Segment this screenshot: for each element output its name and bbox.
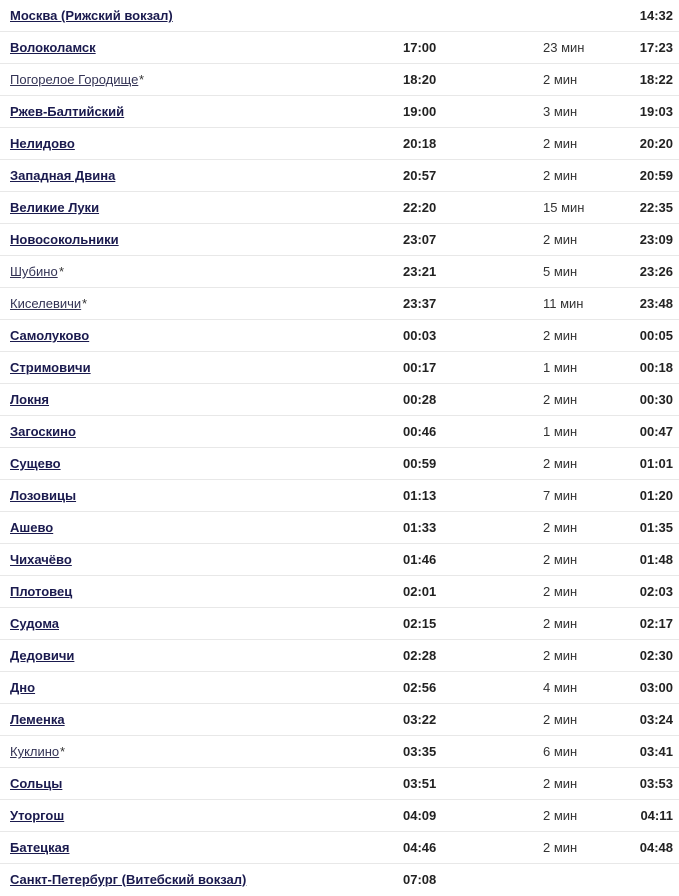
stop-duration: 2 мин bbox=[543, 72, 578, 87]
departure-time: 04:11 bbox=[640, 808, 673, 823]
departure-time: 00:30 bbox=[639, 392, 673, 407]
schedule-row bbox=[0, 352, 679, 384]
schedule-row bbox=[0, 32, 679, 64]
stop-duration: 2 мин bbox=[543, 456, 578, 471]
station-link[interactable]: Ашево bbox=[10, 520, 54, 535]
departure-time: 02:30 bbox=[639, 648, 673, 663]
schedule-row bbox=[0, 864, 679, 896]
departure-time: 01:01 bbox=[639, 456, 673, 471]
schedule-row bbox=[0, 160, 679, 192]
schedule-row bbox=[0, 384, 679, 416]
station-link[interactable]: Киселевичи bbox=[10, 296, 82, 311]
arrival-time: 00:17 bbox=[403, 360, 437, 375]
stop-duration: 2 мин bbox=[543, 808, 578, 823]
departure-time: 02:03 bbox=[639, 584, 673, 599]
departure-time: 03:41 bbox=[639, 744, 673, 759]
arrival-time: 20:18 bbox=[403, 136, 437, 151]
station-link[interactable]: Плотовец bbox=[10, 584, 73, 599]
schedule-row bbox=[0, 288, 679, 320]
schedule-row bbox=[0, 0, 679, 32]
station-link[interactable]: Дно bbox=[10, 680, 36, 695]
arrival-time: 04:46 bbox=[403, 840, 437, 855]
station-link[interactable]: Нелидово bbox=[10, 136, 75, 151]
departure-time: 03:53 bbox=[639, 776, 673, 791]
arrival-time: 18:20 bbox=[403, 72, 437, 87]
departure-time: 03:24 bbox=[639, 712, 673, 727]
arrival-time: 20:57 bbox=[403, 168, 437, 183]
station-link[interactable]: Сольцы bbox=[10, 776, 63, 791]
footnote-mark: * bbox=[139, 72, 145, 87]
schedule-row bbox=[0, 800, 679, 832]
departure-time: 04:48 bbox=[639, 840, 673, 855]
stop-duration: 4 мин bbox=[543, 680, 578, 695]
station-link[interactable]: Погорелое Городище bbox=[10, 72, 139, 87]
departure-time: 00:05 bbox=[639, 328, 673, 343]
stop-duration: 11 мин bbox=[543, 296, 584, 311]
stop-duration: 2 мин bbox=[543, 840, 578, 855]
arrival-time: 01:46 bbox=[403, 552, 437, 567]
arrival-time: 22:20 bbox=[403, 200, 437, 215]
stop-duration: 2 мин bbox=[543, 168, 578, 183]
stop-duration: 23 мин bbox=[543, 40, 585, 55]
station-link[interactable]: Куклино bbox=[10, 744, 60, 759]
stop-duration: 1 мин bbox=[543, 360, 578, 375]
schedule-row bbox=[0, 480, 679, 512]
arrival-time: 23:21 bbox=[403, 264, 437, 279]
arrival-time: 00:03 bbox=[403, 328, 437, 343]
arrival-time: 00:59 bbox=[403, 456, 437, 471]
schedule-row bbox=[0, 704, 679, 736]
stop-duration: 2 мин bbox=[543, 712, 578, 727]
arrival-time: 02:01 bbox=[403, 584, 437, 599]
footnote-mark: * bbox=[60, 744, 66, 759]
station-link[interactable]: Загоскино bbox=[10, 424, 76, 439]
station-link[interactable]: Шубино bbox=[10, 264, 58, 279]
stop-duration: 2 мин bbox=[543, 232, 578, 247]
stop-duration: 2 мин bbox=[543, 616, 578, 631]
stop-duration: 1 мин bbox=[543, 424, 578, 439]
departure-time: 01:20 bbox=[639, 488, 673, 503]
schedule-row bbox=[0, 768, 679, 800]
departure-time: 20:59 bbox=[639, 168, 673, 183]
stop-duration: 15 мин bbox=[543, 200, 585, 215]
departure-time: 01:48 bbox=[639, 552, 673, 567]
station-link[interactable]: Санкт-Петербург (Витебский вокзал) bbox=[10, 872, 247, 887]
station-link[interactable]: Чихачёво bbox=[10, 552, 72, 567]
arrival-time: 03:35 bbox=[403, 744, 437, 759]
station-link[interactable]: Самолуково bbox=[10, 328, 90, 343]
departure-time: 03:00 bbox=[639, 680, 673, 695]
schedule-row bbox=[0, 512, 679, 544]
schedule-row bbox=[0, 192, 679, 224]
arrival-time: 03:22 bbox=[403, 712, 437, 727]
arrival-time: 01:13 bbox=[403, 488, 437, 503]
schedule-row bbox=[0, 320, 679, 352]
station-link[interactable]: Лозовицы bbox=[10, 488, 77, 503]
station-link[interactable]: Новосокольники bbox=[10, 232, 119, 247]
station-link[interactable]: Уторгош bbox=[10, 808, 65, 823]
schedule-row bbox=[0, 416, 679, 448]
station-link[interactable]: Ржев-Балтийский bbox=[10, 104, 125, 119]
stop-duration: 5 мин bbox=[543, 264, 578, 279]
arrival-time: 01:33 bbox=[403, 520, 437, 535]
station-link[interactable]: Батецкая bbox=[10, 840, 70, 855]
stop-duration: 2 мин bbox=[543, 392, 578, 407]
stop-duration: 2 мин bbox=[543, 552, 578, 567]
schedule-row bbox=[0, 608, 679, 640]
schedule-row bbox=[0, 64, 679, 96]
footnote-mark: * bbox=[59, 264, 65, 279]
departure-time: 22:35 bbox=[639, 200, 673, 215]
station-link[interactable]: Судома bbox=[10, 616, 59, 631]
schedule-row bbox=[0, 256, 679, 288]
departure-time: 14:32 bbox=[639, 8, 673, 23]
stop-duration: 2 мин bbox=[543, 136, 578, 151]
departure-time: 20:20 bbox=[639, 136, 673, 151]
schedule-row bbox=[0, 736, 679, 768]
stop-duration: 3 мин bbox=[543, 104, 578, 119]
station-link[interactable]: Волоколамск bbox=[10, 40, 96, 55]
arrival-time: 23:07 bbox=[403, 232, 437, 247]
departure-time: 00:47 bbox=[639, 424, 673, 439]
arrival-time: 07:08 bbox=[403, 872, 437, 887]
arrival-time: 23:37 bbox=[403, 296, 437, 311]
stop-duration: 2 мин bbox=[543, 648, 578, 663]
stop-duration: 2 мин bbox=[543, 776, 578, 791]
schedule-row bbox=[0, 128, 679, 160]
footnote-mark: * bbox=[82, 296, 88, 311]
station-link[interactable]: Москва (Рижский вокзал) bbox=[10, 8, 173, 23]
departure-time: 19:03 bbox=[639, 104, 673, 119]
station-link[interactable]: Стримовичи bbox=[10, 360, 91, 375]
departure-time: 17:23 bbox=[639, 40, 673, 55]
arrival-time: 02:28 bbox=[403, 648, 437, 663]
departure-time: 01:35 bbox=[639, 520, 673, 535]
arrival-time: 00:28 bbox=[403, 392, 437, 407]
station-link[interactable]: Дедовичи bbox=[10, 648, 75, 663]
schedule-row bbox=[0, 672, 679, 704]
stop-duration: 2 мин bbox=[543, 328, 578, 343]
schedule-row bbox=[0, 640, 679, 672]
arrival-time: 19:00 bbox=[403, 104, 437, 119]
departure-time: 02:17 bbox=[639, 616, 673, 631]
arrival-time: 04:09 bbox=[403, 808, 437, 823]
station-link[interactable]: Западная Двина bbox=[10, 168, 116, 183]
station-link[interactable]: Леменка bbox=[10, 712, 65, 727]
departure-time: 23:48 bbox=[639, 296, 673, 311]
schedule-row bbox=[0, 832, 679, 864]
departure-time: 00:18 bbox=[639, 360, 673, 375]
schedule-row bbox=[0, 96, 679, 128]
station-link[interactable]: Сущево bbox=[10, 456, 61, 471]
station-link[interactable]: Великие Луки bbox=[10, 200, 100, 215]
arrival-time: 17:00 bbox=[403, 40, 437, 55]
station-link[interactable]: Локня bbox=[10, 392, 50, 407]
schedule-row bbox=[0, 448, 679, 480]
arrival-time: 03:51 bbox=[403, 776, 437, 791]
arrival-time: 00:46 bbox=[403, 424, 437, 439]
stop-duration: 7 мин bbox=[543, 488, 578, 503]
stop-duration: 6 мин bbox=[543, 744, 578, 759]
arrival-time: 02:15 bbox=[403, 616, 437, 631]
departure-time: 23:26 bbox=[639, 264, 673, 279]
stop-duration: 2 мин bbox=[543, 520, 578, 535]
departure-time: 18:22 bbox=[639, 72, 673, 87]
schedule-row bbox=[0, 224, 679, 256]
schedule-row bbox=[0, 544, 679, 576]
stop-duration: 2 мин bbox=[543, 584, 578, 599]
arrival-time: 02:56 bbox=[403, 680, 437, 695]
departure-time: 23:09 bbox=[639, 232, 673, 247]
schedule-row bbox=[0, 576, 679, 608]
